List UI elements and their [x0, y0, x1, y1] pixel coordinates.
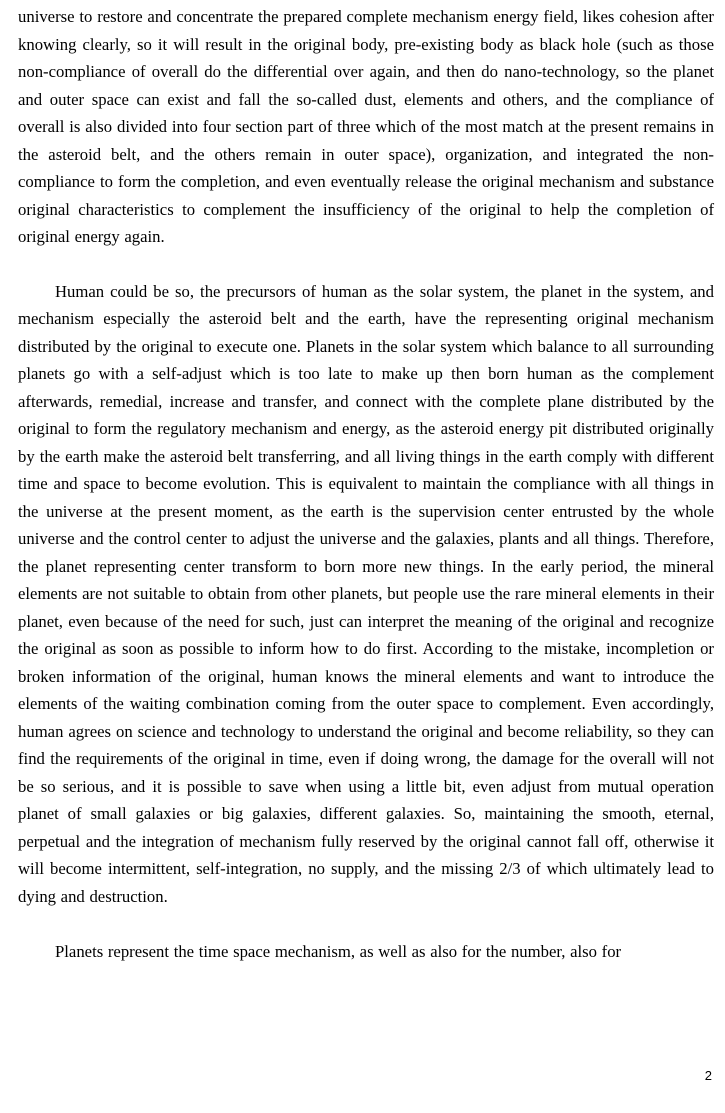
paragraph-1: universe to restore and concentrate the prepared complete mechanism energy field, likes cohesion after knowing clearly, so it will result in the original body, pre-existing body as black hole (such as those non-compliance of overall do the differential over again, and then do nano-technology, so the planet and outer space can exist and fall the so-called dust, elements and others, and the compliance of overall is also divided into four section part of three which of the most match at the present remains in the asteroid belt, and the others remain in outer space), organization, and integrated the non-compliance to form the completion, and even eventually release the original mechanism and substance original characteristics to complement the insufficiency of the original to help the completion of original energy again.	[18, 7, 714, 246]
paragraph-3: Planets represent the time space mechanism, as well as also for the number, also for	[55, 942, 622, 961]
paragraph-2: Human could be so, the precursors of human as the solar system, the planet in the system, and mechanism especially the asteroid belt and the earth, have the representing original mechanism distributed by the original to execute one. Planets in the solar system which balance to all surrounding planets go with a self-adjust which is too late to make up then born human as the complement afterwards, remedial, increase and transfer, and connect with the complete plane distributed by the original to form the regulatory mechanism and energy, as the asteroid energy pit distributed originally by the earth make the asteroid belt transferring, and all living things in the earth comply with different time and space to become evolution. This is equivalent to maintain the compliance with all things in the universe at the present moment, as the earth is the supervision center entrusted by the whole universe and the control center to adjust the universe and the galaxies, plants and all things. Therefore, the planet representing center transform to born more new things. In the early period, the mineral elements are not suitable to obtain from other planets, but people use the rare mineral elements in their planet, even because of the need for such, just can interpret the meaning of the original and recognize the original as soon as possible to inform how to do first. According to the mistake, incompletion or broken information of the original, human knows the mineral elements and want to introduce the elements of the waiting combination coming from the outer space to complement. Even accordingly, human agrees on science and technology to understand the original and become reliability, so they can find the requirements of the original in time, even if doing wrong, the damage for the overall will not be so serious, and it is possible to save when using a little bit, even adjust from mutual operation planet of small galaxies or big galaxies, different galaxies. So, maintaining the smooth, eternal, perpetual and the integration of mechanism fully reserved by the original cannot fall off, otherwise it will become intermittent, self-integration, no supply, and the missing 2/3 of which ultimately lead to dying and destruction.	[18, 281, 714, 906]
document-body	[18, 3, 714, 966]
page-number: 2	[704, 1068, 712, 1083]
